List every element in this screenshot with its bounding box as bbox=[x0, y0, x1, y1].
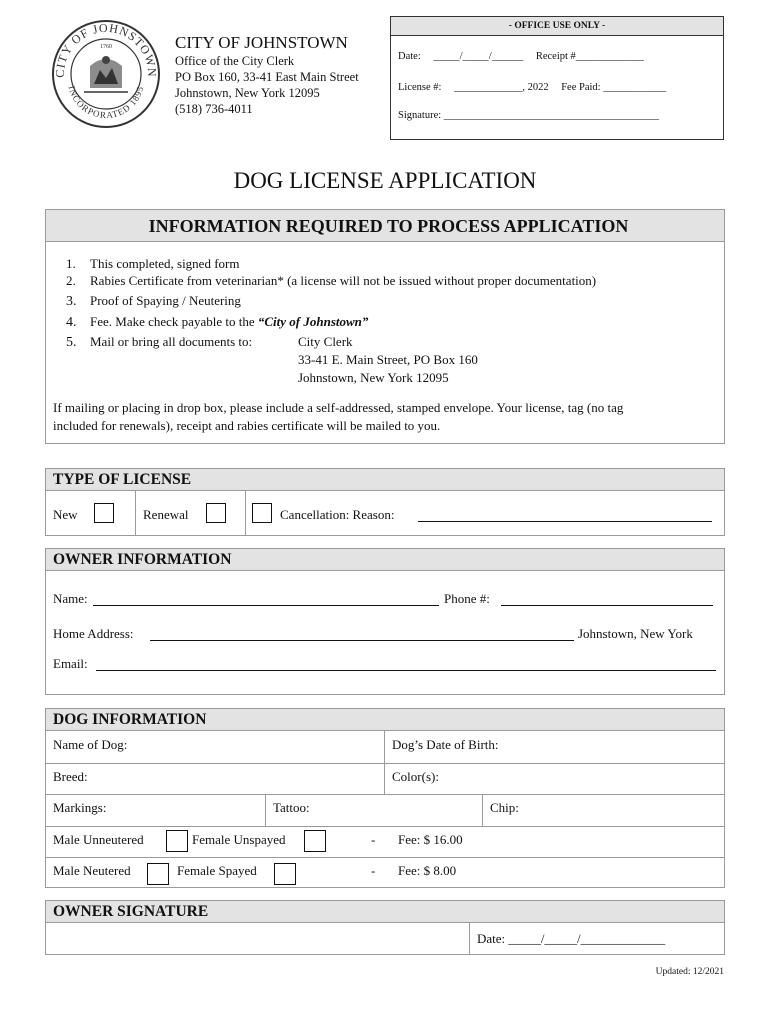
office-address-line2: Johnstown, New York 12095 bbox=[175, 86, 320, 100]
requirement-item-4: 4. Fee. Make check payable to the “City of Johnstown” bbox=[66, 314, 369, 330]
license-number-label: License #: bbox=[398, 82, 442, 93]
requirement-item-1: 1. This completed, signed form bbox=[66, 256, 240, 271]
updated-date: Updated: 12/2021 bbox=[655, 967, 724, 977]
requirement-item-3: 3. Proof of Spaying / Neutering bbox=[66, 293, 241, 309]
dog-information-heading: DOG INFORMATION bbox=[46, 709, 724, 731]
office-license-row bbox=[398, 82, 666, 93]
receipt-field[interactable]: _____________ bbox=[575, 51, 645, 62]
license-year: , 2022 bbox=[522, 82, 549, 93]
payable-to: “City of Johnstown” bbox=[257, 314, 369, 329]
renewal-checkbox[interactable] bbox=[206, 503, 226, 523]
owner-signature-heading: OWNER SIGNATURE bbox=[46, 901, 724, 923]
city-name: CITY OF JOHNSTOWN bbox=[175, 33, 348, 52]
license-type-section bbox=[45, 468, 725, 536]
requirement-item-2: 2. Rabies Certificate from veterinarian* (a license will not be issued without proper documentation) bbox=[66, 273, 597, 288]
owner-signature-section bbox=[45, 900, 725, 955]
home-address-field[interactable] bbox=[150, 628, 574, 641]
new-label: New bbox=[53, 507, 78, 522]
svg-text:INCORPORATED 1895: INCORPORATED 1895 bbox=[66, 84, 146, 121]
male-unneutered-label: Male Unneutered bbox=[53, 832, 144, 847]
owner-name-field[interactable] bbox=[93, 593, 439, 606]
office-address-line1: PO Box 160, 33-41 East Main Street bbox=[175, 70, 359, 84]
markings-field[interactable]: Markings: bbox=[53, 800, 107, 815]
cancellation-reason-label: Cancellation: Reason: bbox=[280, 507, 395, 522]
owner-information-heading: OWNER INFORMATION bbox=[46, 549, 724, 571]
requirements-section bbox=[45, 209, 725, 444]
fee-paid-field[interactable]: ____________ bbox=[603, 82, 667, 93]
fee-paid-label: Fee Paid: bbox=[561, 82, 601, 93]
svg-text:1760: 1760 bbox=[100, 44, 112, 50]
city-seal-logo bbox=[50, 18, 162, 130]
requirements-heading: INFORMATION REQUIRED TO PROCESS APPLICATION bbox=[46, 210, 724, 242]
owner-phone-field[interactable] bbox=[501, 593, 713, 606]
breed-field[interactable]: Breed: bbox=[53, 769, 88, 784]
license-number-field[interactable]: _____________ bbox=[454, 82, 523, 93]
cancellation-checkbox[interactable] bbox=[252, 503, 272, 523]
dog-name-field[interactable]: Name of Dog: bbox=[53, 737, 128, 752]
owner-name-label: Name: bbox=[53, 591, 88, 606]
female-spayed-label: Female Spayed bbox=[177, 863, 257, 878]
home-address-city: Johnstown, New York bbox=[578, 626, 693, 641]
tattoo-field[interactable]: Tattoo: bbox=[273, 800, 310, 815]
mail-to-line1: City Clerk bbox=[298, 334, 353, 349]
email-label: Email: bbox=[53, 656, 88, 671]
dog-information-section bbox=[45, 708, 725, 888]
mail-to-line2: 33-41 E. Main Street, PO Box 160 bbox=[298, 352, 478, 367]
chip-field[interactable]: Chip: bbox=[490, 800, 519, 815]
fee-unaltered: Fee: $ 16.00 bbox=[398, 832, 463, 847]
office-use-box bbox=[390, 16, 724, 140]
email-field[interactable] bbox=[96, 658, 716, 671]
owner-information-section bbox=[45, 548, 725, 695]
male-neutered-checkbox[interactable] bbox=[147, 863, 169, 885]
license-type-heading: TYPE OF LICENSE bbox=[46, 469, 724, 491]
mail-to-line3: Johnstown, New York 12095 bbox=[298, 370, 449, 385]
mailing-note-line2: included for renewals), receipt and rabies certificate will be mailed to you. bbox=[53, 418, 441, 433]
female-spayed-checkbox[interactable] bbox=[274, 863, 296, 885]
form-title: DOG LICENSE APPLICATION bbox=[233, 168, 537, 193]
female-unspayed-label: Female Unspayed bbox=[192, 832, 286, 847]
dog-dob-field[interactable]: Dog’s Date of Birth: bbox=[392, 737, 499, 752]
owner-phone-label: Phone #: bbox=[444, 591, 490, 606]
colors-field[interactable]: Color(s): bbox=[392, 769, 439, 784]
svg-text:CITY OF JOHNSTOWN: CITY OF JOHNSTOWN bbox=[52, 20, 160, 78]
office-date-label: Date: bbox=[398, 51, 421, 62]
office-signature-label: Signature: bbox=[398, 110, 442, 121]
fee-altered: Fee: $ 8.00 bbox=[398, 863, 457, 878]
signature-date-field[interactable]: Date: _____/_____/_____________ bbox=[477, 931, 666, 946]
home-address-label: Home Address: bbox=[53, 626, 134, 641]
male-neutered-label: Male Neutered bbox=[53, 863, 131, 878]
office-phone: (518) 736-4011 bbox=[175, 102, 253, 116]
fee-dash-2: - bbox=[371, 863, 376, 878]
fee-dash-1: - bbox=[371, 832, 376, 847]
renewal-label: Renewal bbox=[143, 507, 189, 522]
mailing-note-line1: If mailing or placing in drop box, please include a self-addressed, stamped envelope. Your license, tag (no tag bbox=[53, 400, 624, 415]
new-checkbox[interactable] bbox=[94, 503, 114, 523]
female-unspayed-checkbox[interactable] bbox=[304, 830, 326, 852]
office-date-row bbox=[398, 51, 644, 62]
male-unneutered-checkbox[interactable] bbox=[166, 830, 188, 852]
office-name: Office of the City Clerk bbox=[175, 54, 295, 68]
requirement-item-5: 5. Mail or bring all documents to: bbox=[66, 334, 253, 350]
cancellation-reason-field[interactable] bbox=[418, 509, 712, 522]
office-date-field[interactable]: _____/_____/______ bbox=[433, 51, 524, 62]
office-use-title: - OFFICE USE ONLY - bbox=[391, 17, 723, 36]
office-signature-field[interactable]: _________________________________________ bbox=[443, 110, 660, 121]
office-signature-row bbox=[398, 110, 659, 121]
receipt-label: Receipt # bbox=[535, 51, 576, 62]
owner-signature-field[interactable] bbox=[46, 923, 470, 954]
